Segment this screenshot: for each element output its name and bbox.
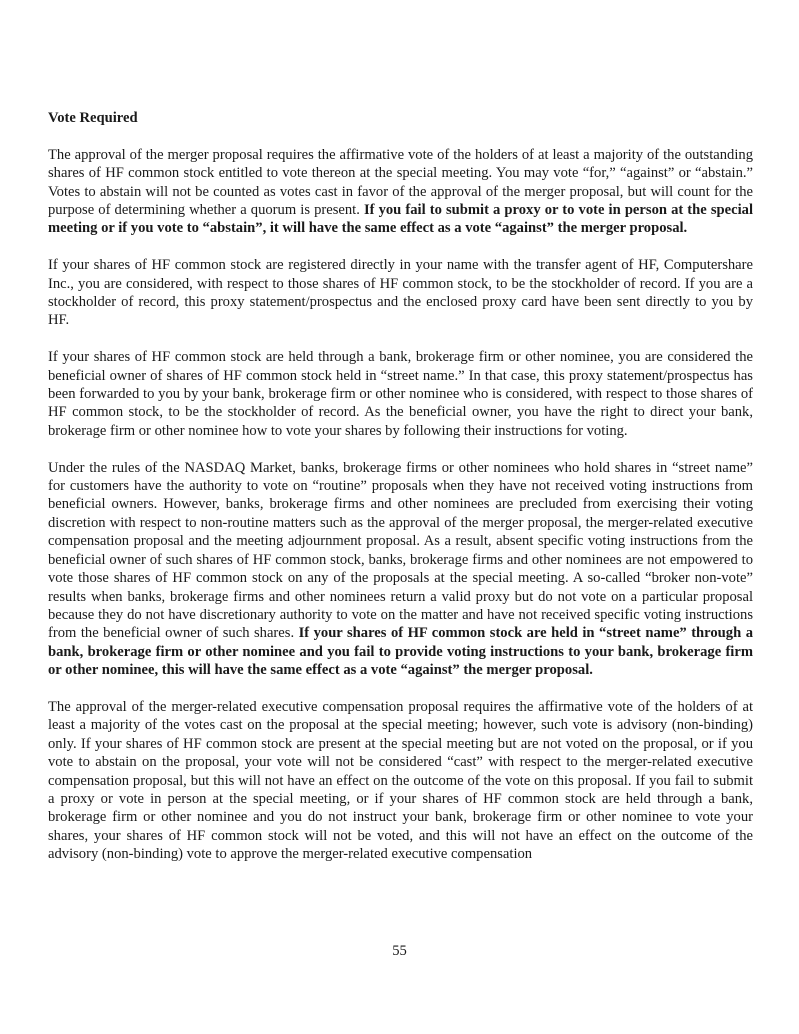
paragraph-merger-vote bbox=[48, 146, 753, 238]
paragraph-compensation-proposal: The approval of the merger-related executive compensation proposal requires the affirmative vote of the holders of at least a majority of the votes cast on the proposal at the special meeting; however, such vote is advisory (non-binding) only. If your shares of HF common stock are present at the special meeting but are not voted on the proposal, or if you vote to abstain on the proposal, your vote will not be considered “cast” with respect to the merger-related executive compensation proposal, but this will not have an effect on the outcome of the vote on this proposal. If you fail to submit a proxy or vote in person at the special meeting, or if your shares of HF common stock are held through a bank, brokerage firm or other nominee and you do not instruct your bank, brokerage firm or other nominee to vote your shares, your shares of HF common stock will not be voted, and this will not have an effect on the outcome of the advisory (non-binding) vote to approve the merger-related executive compensation bbox=[48, 698, 753, 863]
section-heading: Vote Required bbox=[48, 110, 138, 126]
paragraph-merger-vote-text: The approval of the merger proposal requires the affirmative vote of the holders of at least a majority of the outstanding shares of HF common stock entitled to vote thereon at the special meeting. You may vote “for,” “against” or “abstain.” Votes to abstain will not be counted as votes cast in favor of the approval of the merger proposal, but will count for the purpose of determining whether a quorum is present. bbox=[48, 146, 753, 219]
paragraph-broker-non-vote bbox=[48, 459, 753, 680]
paragraph-beneficial-owner: If your shares of HF common stock are held through a bank, brokerage firm or other nominee, you are considered the beneficial owner of shares of HF common stock held in “street name.” In that case, this proxy statement/prospectus has been forwarded to you by your bank, brokerage firm or other nominee who is considered, with respect to those shares of HF common stock, to be the stockholder of record. As the beneficial owner, you have the right to direct your bank, brokerage firm or other nominee how to vote your shares by following their instructions for voting. bbox=[48, 349, 753, 439]
page-number: 55 bbox=[392, 943, 407, 959]
paragraph-broker-non-vote-text: Under the rules of the NASDAQ Market, banks, brokerage firms or other nominees who hold shares in “street name” for customers have the authority to vote on “routine” proposals when they have not received voting instructions from beneficial owners. However, banks, brokerage firms and other nominees are precluded from exercising their voting discretion with respect to non-routine matters such as the approval of the merger proposal, the merger-related executive compensation proposal and the meeting adjournment proposal. As a result, absent specific voting instructions from the beneficial owner of such shares of HF common stock, banks, brokerage firms and other nominees are not empowered to vote those shares of HF common stock on any of the proposals at the special meeting. A so-called “broker non-vote” results when banks, brokerage firms and other nominees return a valid proxy but do not vote on a particular proposal because they do not have discretionary authority to vote on the matter and have not received specific voting instructions from the beneficial owner of such shares. bbox=[48, 459, 753, 642]
paragraph-merger-vote-emphasis: If you fail to submit a proxy or to vote in person at the special meeting or if you vote to “abstain”, it will have the same effect as a vote “against” the merger proposal. bbox=[48, 202, 753, 237]
paragraph-stockholder-of-record: If your shares of HF common stock are registered directly in your name with the transfer agent of HF, Computershare Inc., you are considered, with respect to those shares of HF common stock, to be the stockholder of record. If you are a stockholder of record, this proxy statement/prospectus and the enclosed proxy card have been sent directly to you by HF. bbox=[48, 257, 753, 329]
paragraph-broker-non-vote-emphasis: If your shares of HF common stock are held in “street name” through a bank, brokerage firm or other nominee and you fail to provide voting instructions to your bank, brokerage firm or other nominee, this will have the same effect as a vote “against” the merger proposal. bbox=[48, 625, 753, 679]
document-body bbox=[48, 109, 753, 864]
